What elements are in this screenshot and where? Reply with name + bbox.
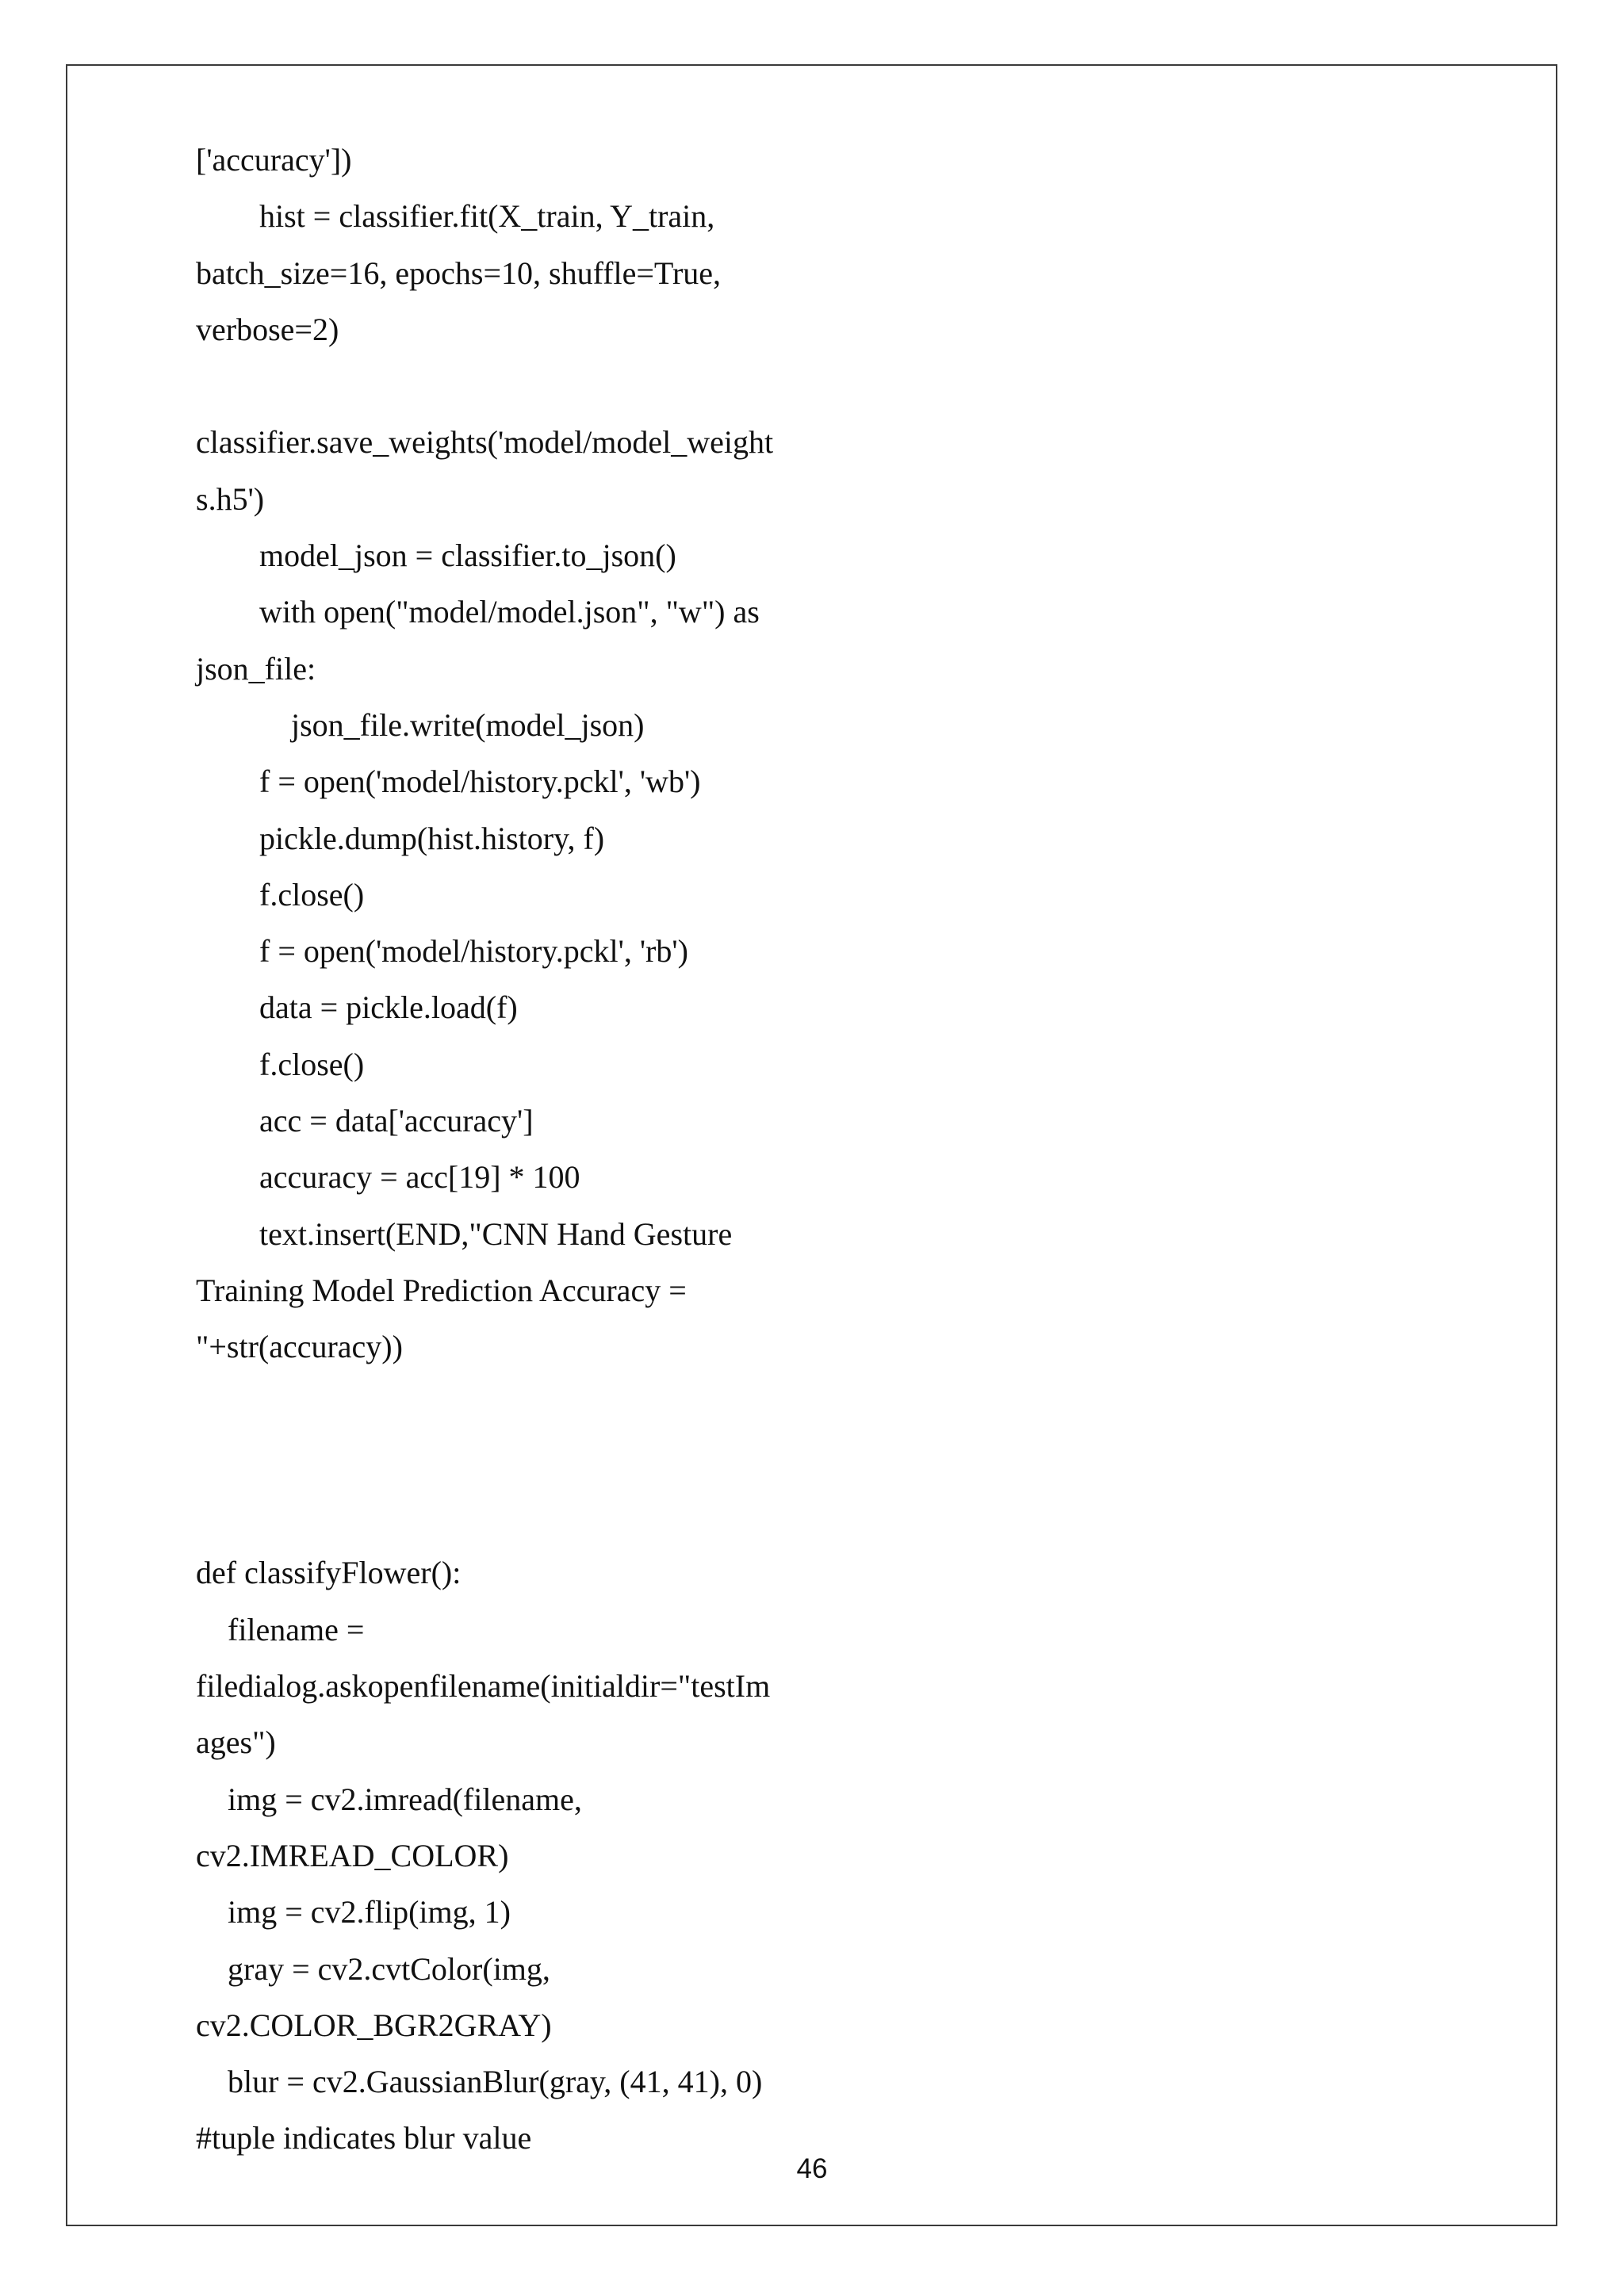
code-line: verbose=2) [196, 311, 339, 347]
code-line: batch_size=16, epochs=10, shuffle=True, [196, 254, 722, 291]
code-line: cv2.IMREAD_COLOR) [196, 1837, 509, 1873]
code-line: f = open('model/history.pckl', 'rb') [196, 933, 688, 970]
code-line: f = open('model/history.pckl', 'wb') [196, 763, 701, 800]
code-line: classifier.save_weights('model/model_weight [196, 424, 774, 461]
code-line [196, 1488, 1385, 1544]
code-line: def classifyFlower(): [196, 1555, 462, 1591]
code-line: json_file.write(model_json) [196, 706, 645, 743]
code-line: img = cv2.flip(img, 1) [196, 1894, 511, 1931]
code-line: f.close() [196, 1046, 365, 1082]
code-line [196, 1432, 1385, 1488]
code-line: text.insert(END,"CNN Hand Gesture [196, 1215, 733, 1252]
code-line: cv2.COLOR_BGR2GRAY) [196, 2007, 552, 2043]
code-line: ['accuracy']) [196, 142, 352, 178]
code-line: json_file: [196, 650, 316, 687]
code-line: hist = classifier.fit(X_train, Y_train, [196, 198, 715, 235]
code-line: #tuple indicates blur value [196, 2120, 532, 2156]
code-line: ages") [196, 1724, 276, 1761]
code-line: gray = cv2.cvtColor(img, [196, 1950, 550, 1987]
code-line: with open("model/model.json", "w") as [196, 594, 760, 630]
code-line: blur = cv2.GaussianBlur(gray, (41, 41), 0) [196, 2064, 763, 2100]
code-line: filename = [196, 1611, 365, 1647]
code-line [196, 358, 1385, 414]
page-number: 46 [796, 2153, 828, 2184]
code-line: filedialog.askopenfilename(initialdir="testIm [196, 1668, 771, 1705]
code-line [196, 1376, 1385, 1432]
code-line: data = pickle.load(f) [196, 989, 518, 1026]
code-line: model_json = classifier.to_json() [196, 538, 676, 574]
code-line: accuracy = acc[19] * 100 [196, 1159, 580, 1196]
code-line: Training Model Prediction Accuracy = [196, 1272, 687, 1308]
code-line: "+str(accuracy)) [196, 1329, 403, 1365]
code-line: s.h5') [196, 480, 265, 517]
code-listing [196, 132, 1385, 2167]
code-line: img = cv2.imread(filename, [196, 1781, 582, 1817]
code-line: pickle.dump(hist.history, f) [196, 820, 605, 856]
code-line: f.close() [196, 876, 365, 913]
code-line: acc = data['accuracy'] [196, 1103, 534, 1139]
